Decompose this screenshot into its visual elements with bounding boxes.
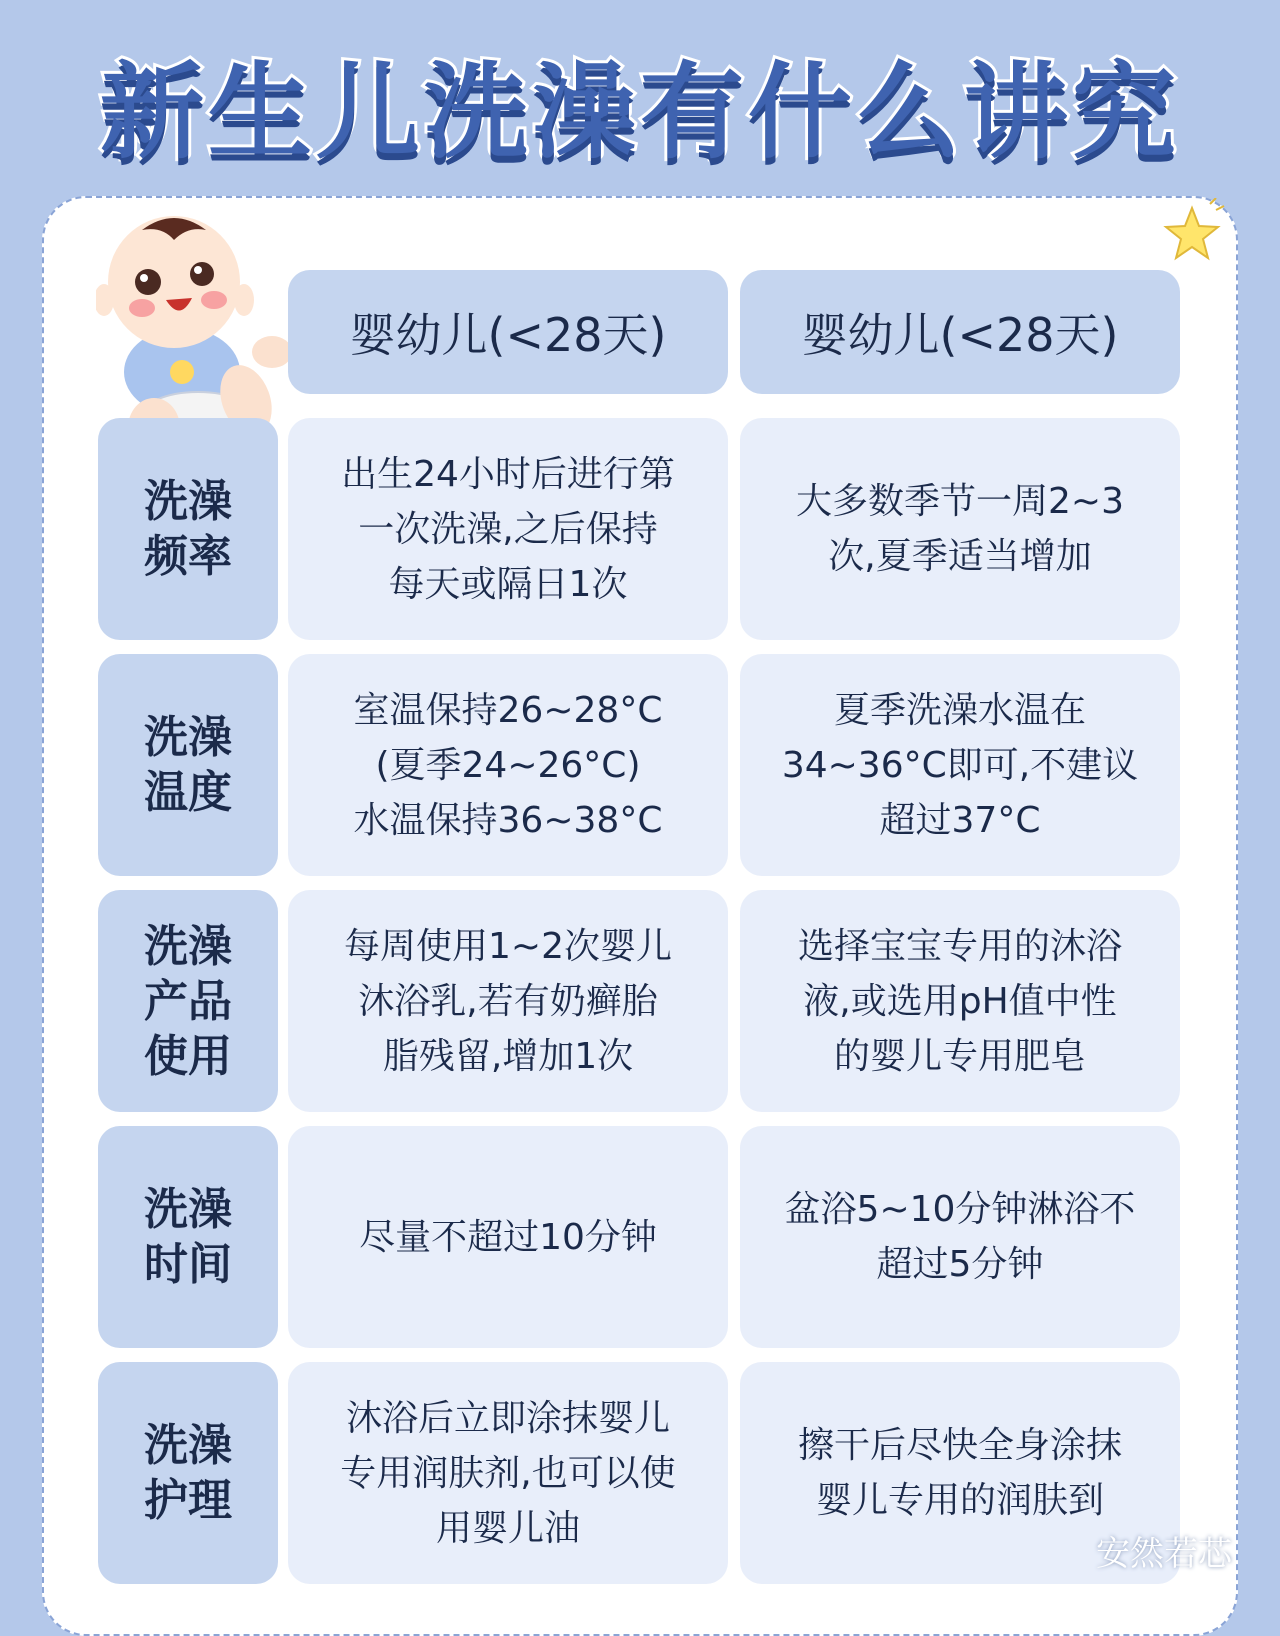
cell-duration-col2: 盆浴5~10分钟淋浴不 超过5分钟 [740, 1126, 1180, 1348]
watermark: 安然若芯 [1096, 1534, 1232, 1574]
page-title: 新生儿洗澡有什么讲究 [99, 51, 1180, 173]
cell-frequency-col2: 大多数季节一周2~3 次,夏季适当增加 [740, 418, 1180, 640]
cell-temperature-col2: 夏季洗澡水温在 34~36°C即可,不建议 超过37°C [740, 654, 1180, 876]
cell-products-col1: 每周使用1~2次婴儿 沐浴乳,若有奶癣胎 脂残留,增加1次 [288, 890, 728, 1112]
row-label-temperature: 洗澡 温度 [98, 654, 278, 876]
star-icon [1160, 198, 1230, 268]
row-label-care: 洗澡 护理 [98, 1362, 278, 1584]
cell-frequency-col1: 出生24小时后进行第 一次洗澡,之后保持 每天或隔日1次 [288, 418, 728, 640]
row-label-products: 洗澡 产品 使用 [98, 890, 278, 1112]
cell-temperature-col1: 室温保持26~28°C (夏季24~26°C) 水温保持36~38°C [288, 654, 728, 876]
column-header-2: 婴幼儿(<28天) [740, 270, 1180, 394]
row-label-duration: 洗澡 时间 [98, 1126, 278, 1348]
cell-duration-col1: 尽量不超过10分钟 [288, 1126, 728, 1348]
cell-care-col2: 擦干后尽快全身涂抹 婴儿专用的润肤到 [740, 1362, 1180, 1584]
cell-products-col2: 选择宝宝专用的沐浴 液,或选用pH值中性 的婴儿专用肥皂 [740, 890, 1180, 1112]
row-label-frequency: 洗澡 频率 [98, 418, 278, 640]
column-header-1: 婴幼儿(<28天) [288, 270, 728, 394]
cell-care-col1: 沐浴后立即涂抹婴儿 专用润肤剂,也可以使 用婴儿油 [288, 1362, 728, 1584]
